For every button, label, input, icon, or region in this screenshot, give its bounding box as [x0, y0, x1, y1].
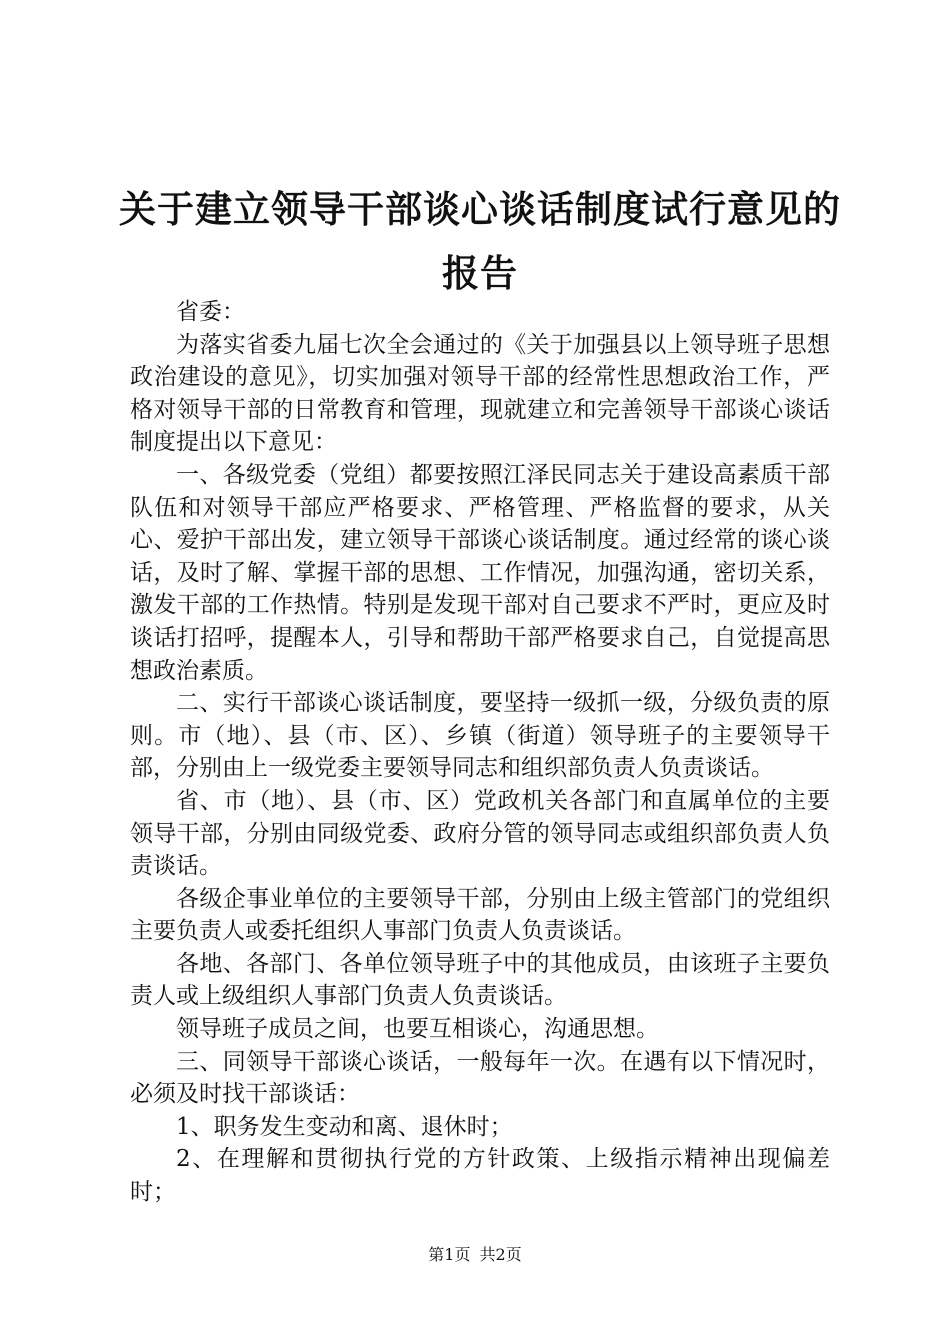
paragraph-intro: 为落实省委九届七次全会通过的《关于加强县以上领导班子思想政治建设的意见》，切实加强对领导干部的经常性思想政治工作，严格对领导干部的日常教育和管理，现就建立和完善领导干部谈心谈话制度提出以下意见： [130, 331, 830, 456]
document-title: 关于建立领导干部谈心谈话制度试行意见的报告 [119, 188, 841, 295]
paragraph-section-1: 一、各级党委（党组）都要按照江泽民同志关于建设高素质干部队伍和对领导干部应严格要求、严格管理、严格监督的要求，从关心、爱护干部出发，建立领导干部谈心谈话制度。通过经常的谈心谈话，及时了解、掌握干部的思想、工作情况，加强沟通，密切关系，激发干部的工作热情。特别是发现干部对自己要求不严时，更应及时谈话打招呼，提醒本人，引导和帮助干部严格要求自己，自觉提高思想政治素质。 [130, 461, 830, 684]
paragraph-section-2-enterprises: 各级企事业单位的主要领导干部，分别由上级主管部门的党组织主要负责人或委托组织人事部门负责人负责谈话。 [130, 885, 830, 945]
paragraph-section-2-departments: 省、市（地）、县（市、区）党政机关各部门和直属单位的主要领导干部，分别由同级党委、政府分管的领导同志或组织部负责人负责谈话。 [130, 787, 830, 880]
list-item-1: 1、职务发生变动和离、退休时； [176, 1113, 513, 1140]
paragraph-section-2: 二、实行干部谈心谈话制度，要坚持一级抓一级，分级负责的原则。市（地）、县（市、区）、乡镇（街道）领导班子的主要领导干部，分别由上一级党委主要领导同志和组织部负责人负责谈话。 [130, 690, 830, 782]
paragraph-section-2-other-members: 各地、各部门、各单位领导班子中的其他成员，由该班子主要负责人或上级组织人事部门负责人负责谈话。 [130, 950, 830, 1010]
list-item-2: 2、在理解和贯彻执行党的方针政策、上级指示精神出现偏差时； [130, 1146, 830, 1206]
page-total: 共2页 [479, 1245, 522, 1264]
paragraph-section-3: 三、同领导干部谈心谈话，一般每年一次。在遇有以下情况时，必须及时找干部谈话： [130, 1048, 830, 1108]
document-body [130, 296, 830, 1209]
paragraph-section-2-mutual: 领导班子成员之间，也要互相谈心，沟通思想。 [176, 1016, 659, 1043]
page-footer [0, 1244, 950, 1266]
salutation: 省委： [176, 299, 245, 325]
page-number: 第1页 [428, 1245, 471, 1264]
